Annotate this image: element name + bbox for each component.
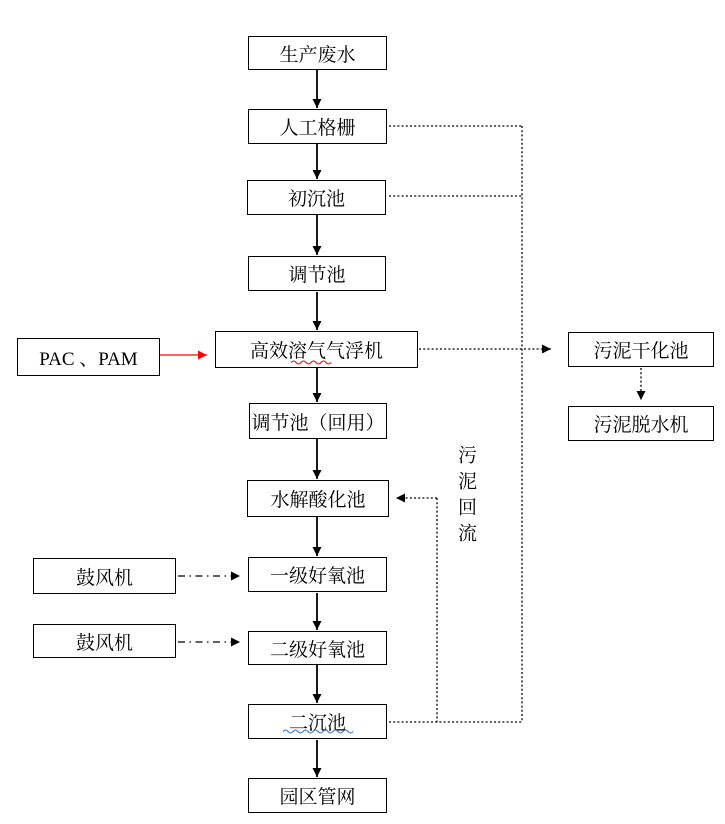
- flow-box-production-wastewater: 生产废水: [248, 36, 387, 70]
- box-blower-1: 鼓风机: [33, 558, 176, 594]
- box-pac-pam-dosing: PAC 、PAM: [17, 338, 160, 376]
- blower-arrows: [178, 576, 240, 642]
- box-blower-2: 鼓风机: [33, 624, 176, 658]
- flow-box-regulating-tank-reuse: 调节池（回用）: [249, 403, 387, 439]
- box-sludge-dewatering-machine: 污泥脱水机: [568, 406, 714, 441]
- flow-box-second-aerobic-tank: 二级好氧池: [248, 631, 387, 665]
- flow-box-first-aerobic-tank: 一级好氧池: [248, 557, 387, 592]
- sludge-return-dotted-lines: [396, 498, 437, 722]
- flow-box-daf-machine: 高效溶气气浮机: [215, 331, 418, 368]
- flow-box-hydrolysis-acidification: 水解酸化池: [247, 480, 389, 517]
- flow-box-regulating-tank: 调节池: [248, 256, 386, 291]
- flow-box-park-pipe-network: 园区管网: [248, 778, 387, 813]
- box-sludge-drying-tank: 污泥干化池: [568, 332, 714, 367]
- flow-box-secondary-sedimentation: 二沉池: [248, 704, 387, 739]
- label-sludge-return: 污泥回流: [455, 445, 476, 549]
- flow-box-primary-sedimentation: 初沉池: [247, 180, 386, 215]
- flow-box-manual-screen: 人工格栅: [248, 109, 387, 144]
